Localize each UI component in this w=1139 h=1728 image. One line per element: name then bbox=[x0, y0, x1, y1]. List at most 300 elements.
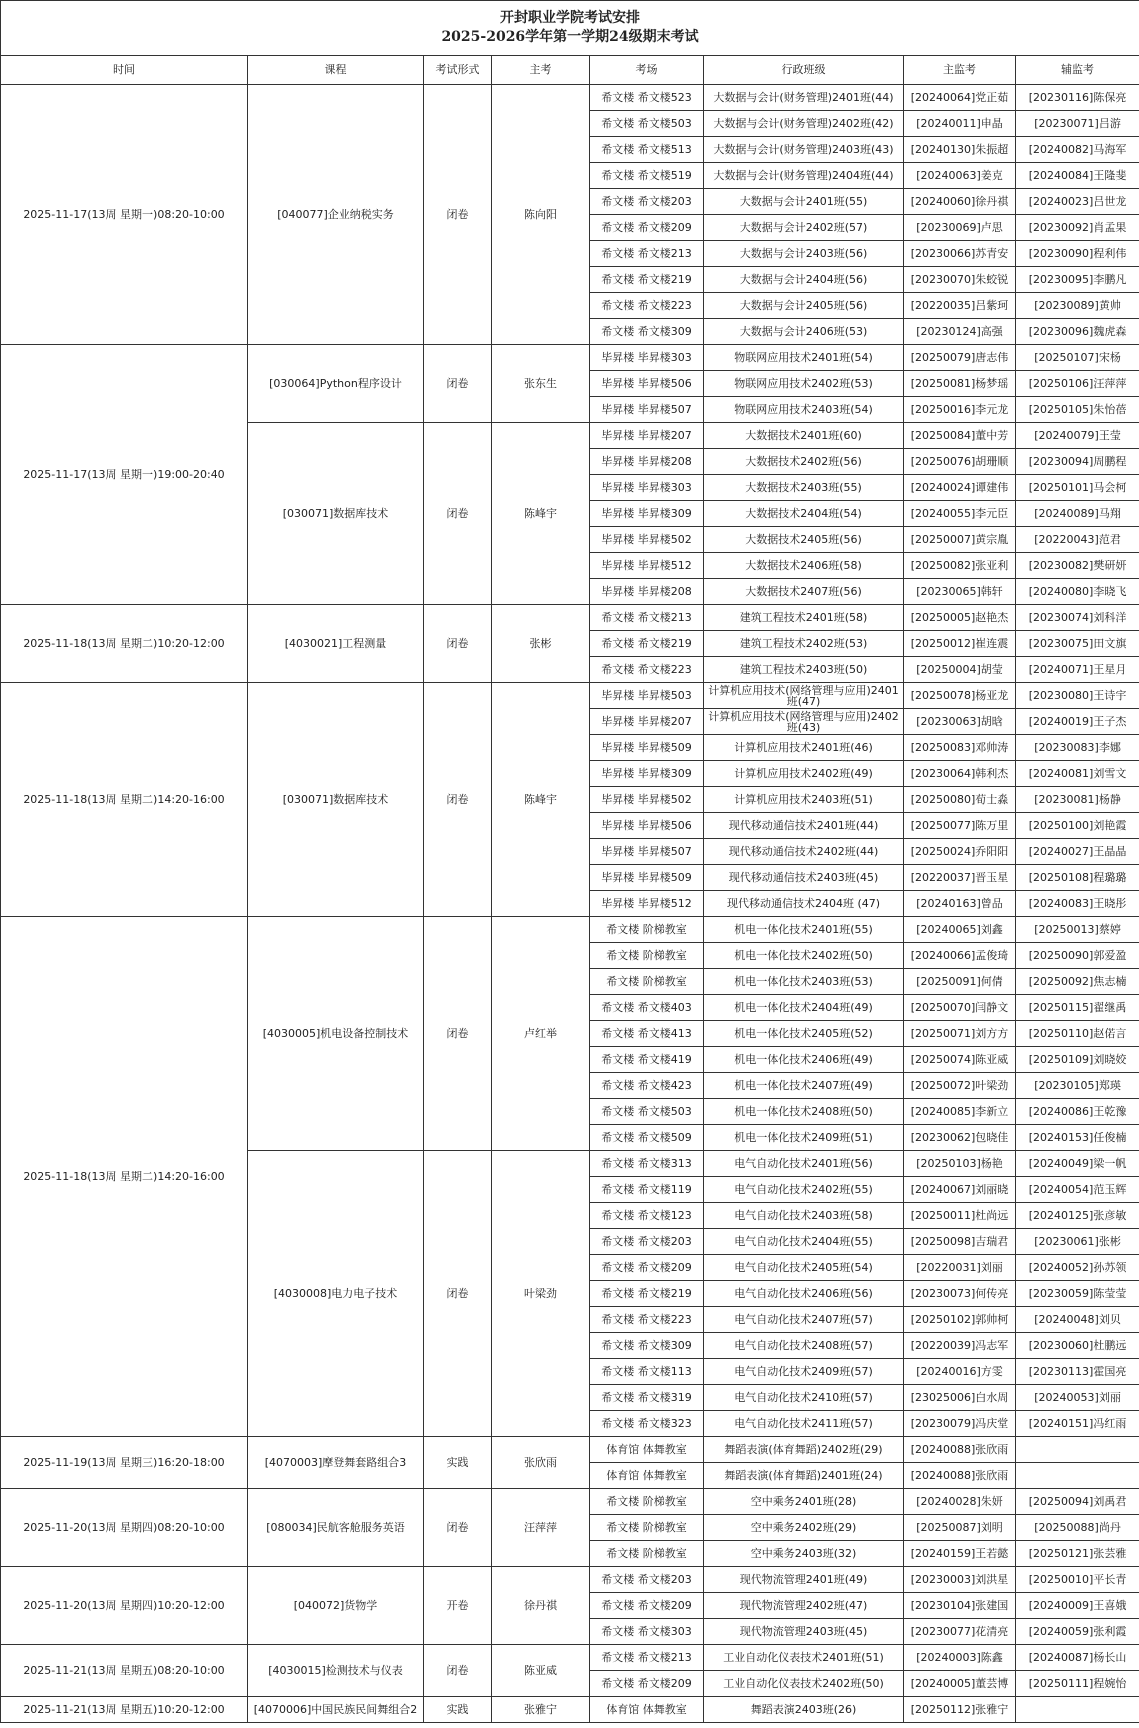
assistant-proctor: [20240080]李晓飞 bbox=[1016, 579, 1139, 605]
chief-proctor: [20250079]唐志伟 bbox=[904, 345, 1016, 371]
assistant-proctor: [20240019]王子杰 bbox=[1016, 709, 1139, 735]
class-name: 空中乘务2403班(32) bbox=[704, 1541, 904, 1567]
exam-form: 实践 bbox=[424, 1437, 492, 1489]
chief-proctor: [20230104]张建国 bbox=[904, 1593, 1016, 1619]
assistant-proctor: [20230083]李娜 bbox=[1016, 735, 1139, 761]
exam-room: 体育馆 体舞教室 bbox=[590, 1697, 704, 1723]
header-exam-form: 考试形式 bbox=[424, 56, 492, 85]
exam-form: 闭卷 bbox=[424, 1645, 492, 1697]
exam-room: 希文楼 希文楼219 bbox=[590, 631, 704, 657]
course-name: [030064]Python程序设计 bbox=[248, 345, 424, 423]
assistant-proctor: [20250100]刘艳霞 bbox=[1016, 813, 1139, 839]
table-row bbox=[1, 1489, 1139, 1515]
chief-proctor: [20250087]刘明 bbox=[904, 1515, 1016, 1541]
header-row bbox=[1, 56, 1139, 85]
course-name: [4030015]检测技术与仪表 bbox=[248, 1645, 424, 1697]
exam-room: 毕昇楼 毕昇楼207 bbox=[590, 709, 704, 735]
chief-proctor: [20250082]张亚利 bbox=[904, 553, 1016, 579]
exam-room: 希文楼 希文楼309 bbox=[590, 319, 704, 345]
class-name: 计算机应用技术2403班(51) bbox=[704, 787, 904, 813]
header-exam-room: 考场 bbox=[590, 56, 704, 85]
exam-room: 毕昇楼 毕昇楼509 bbox=[590, 865, 704, 891]
class-name: 电气自动化技术2408班(57) bbox=[704, 1333, 904, 1359]
assistant-proctor: [20230094]周鹏程 bbox=[1016, 449, 1139, 475]
chief-proctor: [20250070]闫静文 bbox=[904, 995, 1016, 1021]
chief-proctor: [20240005]董芸博 bbox=[904, 1671, 1016, 1697]
header-chief-proctor: 主监考 bbox=[904, 56, 1016, 85]
chief-proctor: [20250102]郭帅柯 bbox=[904, 1307, 1016, 1333]
assistant-proctor: [20230089]黄帅 bbox=[1016, 293, 1139, 319]
assistant-proctor: [20250088]尚丹 bbox=[1016, 1515, 1139, 1541]
exam-room: 体育馆 体舞教室 bbox=[590, 1437, 704, 1463]
course-name: [030071]数据库技术 bbox=[248, 423, 424, 605]
exam-room: 希文楼 希文楼313 bbox=[590, 1151, 704, 1177]
chief-proctor: [20240060]徐丹祺 bbox=[904, 189, 1016, 215]
assistant-proctor: [20230059]陈莹莹 bbox=[1016, 1281, 1139, 1307]
chief-proctor: [20250005]赵艳杰 bbox=[904, 605, 1016, 631]
exam-time: 2025-11-17(13周 星期一)19:00-20:40 bbox=[1, 345, 248, 605]
exam-room: 希文楼 希文楼403 bbox=[590, 995, 704, 1021]
exam-form: 闭卷 bbox=[424, 85, 492, 345]
chief-proctor: [20240130]朱振超 bbox=[904, 137, 1016, 163]
exam-room: 希文楼 希文楼419 bbox=[590, 1047, 704, 1073]
chief-examiner: 张彬 bbox=[492, 605, 590, 683]
assistant-proctor: [20230081]杨静 bbox=[1016, 787, 1139, 813]
assistant-proctor: [20240054]范玉辉 bbox=[1016, 1177, 1139, 1203]
exam-room: 体育馆 体舞教室 bbox=[590, 1463, 704, 1489]
exam-room: 希文楼 希文楼503 bbox=[590, 111, 704, 137]
chief-proctor: [20230064]韩利杰 bbox=[904, 761, 1016, 787]
exam-form: 闭卷 bbox=[424, 605, 492, 683]
class-name: 大数据技术2406班(58) bbox=[704, 553, 904, 579]
assistant-proctor: [20240009]王喜娥 bbox=[1016, 1593, 1139, 1619]
assistant-proctor: [20250094]刘禹君 bbox=[1016, 1489, 1139, 1515]
chief-proctor: [20240063]姜克 bbox=[904, 163, 1016, 189]
chief-proctor: [20230062]包晓佳 bbox=[904, 1125, 1016, 1151]
chief-proctor: [20220035]吕紫珂 bbox=[904, 293, 1016, 319]
assistant-proctor: [20240052]孙苏领 bbox=[1016, 1255, 1139, 1281]
assistant-proctor: [20230096]魏虎森 bbox=[1016, 319, 1139, 345]
chief-proctor: [20240085]李新立 bbox=[904, 1099, 1016, 1125]
assistant-proctor: [20240086]王乾豫 bbox=[1016, 1099, 1139, 1125]
assistant-proctor: [20240089]马翔 bbox=[1016, 501, 1139, 527]
exam-time: 2025-11-18(13周 星期二)14:20-16:00 bbox=[1, 917, 248, 1437]
exam-form: 闭卷 bbox=[424, 917, 492, 1151]
class-name: 现代物流管理2402班(47) bbox=[704, 1593, 904, 1619]
class-name: 机电一体化技术2407班(49) bbox=[704, 1073, 904, 1099]
exam-room: 毕昇楼 毕昇楼207 bbox=[590, 423, 704, 449]
exam-room: 希文楼 希文楼223 bbox=[590, 657, 704, 683]
assistant-proctor: [20230116]陈保亮 bbox=[1016, 85, 1139, 111]
exam-room: 希文楼 希文楼503 bbox=[590, 1099, 704, 1125]
chief-proctor: [20240067]刘丽晓 bbox=[904, 1177, 1016, 1203]
chief-examiner: 卢红举 bbox=[492, 917, 590, 1151]
assistant-proctor: [20230113]霍国亮 bbox=[1016, 1359, 1139, 1385]
assistant-proctor: [20250106]汪萍萍 bbox=[1016, 371, 1139, 397]
table-row bbox=[1, 1697, 1139, 1723]
class-name: 机电一体化技术2409班(51) bbox=[704, 1125, 904, 1151]
class-name: 电气自动化技术2405班(54) bbox=[704, 1255, 904, 1281]
chief-proctor: [20250080]荀士淼 bbox=[904, 787, 1016, 813]
chief-proctor: [20250076]胡珊顺 bbox=[904, 449, 1016, 475]
assistant-proctor: [20240053]刘丽 bbox=[1016, 1385, 1139, 1411]
table-row bbox=[1, 605, 1139, 631]
class-name: 大数据与会计2401班(55) bbox=[704, 189, 904, 215]
course-name: [4030021]工程测量 bbox=[248, 605, 424, 683]
assistant-proctor: [20230061]张彬 bbox=[1016, 1229, 1139, 1255]
exam-room: 毕昇楼 毕昇楼208 bbox=[590, 579, 704, 605]
class-name: 机电一体化技术2402班(50) bbox=[704, 943, 904, 969]
assistant-proctor: [20230080]王诗宇 bbox=[1016, 683, 1139, 709]
class-name: 电气自动化技术2406班(56) bbox=[704, 1281, 904, 1307]
assistant-proctor: [20240082]马海军 bbox=[1016, 137, 1139, 163]
exam-room: 希文楼 阶梯教室 bbox=[590, 969, 704, 995]
exam-room: 毕昇楼 毕昇楼506 bbox=[590, 813, 704, 839]
exam-form: 闭卷 bbox=[424, 1489, 492, 1567]
assistant-proctor: [20250108]程璐璐 bbox=[1016, 865, 1139, 891]
exam-time: 2025-11-19(13周 星期三)16:20-18:00 bbox=[1, 1437, 248, 1489]
assistant-proctor: [20240084]王隆斐 bbox=[1016, 163, 1139, 189]
assistant-proctor: [20230082]樊研妍 bbox=[1016, 553, 1139, 579]
chief-proctor: [20230063]胡晗 bbox=[904, 709, 1016, 735]
chief-proctor: [20250098]吉瑞君 bbox=[904, 1229, 1016, 1255]
class-name: 大数据技术2405班(56) bbox=[704, 527, 904, 553]
assistant-proctor: [20240071]王星月 bbox=[1016, 657, 1139, 683]
assistant-proctor: [20230095]李鹏凡 bbox=[1016, 267, 1139, 293]
exam-room: 毕昇楼 毕昇楼506 bbox=[590, 371, 704, 397]
class-name: 大数据技术2403班(55) bbox=[704, 475, 904, 501]
exam-room: 毕昇楼 毕昇楼512 bbox=[590, 891, 704, 917]
chief-proctor: [20240159]王若懿 bbox=[904, 1541, 1016, 1567]
class-name: 工业自动化仪表技术2401班(51) bbox=[704, 1645, 904, 1671]
class-name: 机电一体化技术2401班(55) bbox=[704, 917, 904, 943]
chief-examiner: 汪萍萍 bbox=[492, 1489, 590, 1567]
exam-room: 希文楼 希文楼113 bbox=[590, 1359, 704, 1385]
course-name: [030071]数据库技术 bbox=[248, 683, 424, 917]
class-name: 现代移动通信技术2403班(45) bbox=[704, 865, 904, 891]
exam-room: 希文楼 希文楼209 bbox=[590, 1671, 704, 1697]
exam-room: 希文楼 希文楼223 bbox=[590, 293, 704, 319]
exam-time: 2025-11-20(13周 星期四)08:20-10:00 bbox=[1, 1489, 248, 1567]
assistant-proctor: [20240125]张彦敏 bbox=[1016, 1203, 1139, 1229]
table-row bbox=[1, 345, 1139, 371]
assistant-proctor: [20250111]程婉怡 bbox=[1016, 1671, 1139, 1697]
exam-time: 2025-11-18(13周 星期二)14:20-16:00 bbox=[1, 683, 248, 917]
class-name: 现代移动通信技术2402班(44) bbox=[704, 839, 904, 865]
chief-proctor: [20250083]邓帅涛 bbox=[904, 735, 1016, 761]
exam-form: 实践 bbox=[424, 1697, 492, 1723]
exam-room: 毕昇楼 毕昇楼309 bbox=[590, 761, 704, 787]
exam-room: 希文楼 希文楼323 bbox=[590, 1411, 704, 1437]
course-name: [080034]民航客舱服务英语 bbox=[248, 1489, 424, 1567]
exam-room: 希文楼 希文楼519 bbox=[590, 163, 704, 189]
class-name: 现代物流管理2403班(45) bbox=[704, 1619, 904, 1645]
exam-room: 希文楼 希文楼219 bbox=[590, 267, 704, 293]
chief-examiner: 陈峰宇 bbox=[492, 683, 590, 917]
assistant-proctor: [20250105]朱怡蓓 bbox=[1016, 397, 1139, 423]
chief-proctor: [20240163]曾品 bbox=[904, 891, 1016, 917]
exam-room: 希文楼 阶梯教室 bbox=[590, 943, 704, 969]
class-name: 机电一体化技术2408班(50) bbox=[704, 1099, 904, 1125]
class-name: 机电一体化技术2406班(49) bbox=[704, 1047, 904, 1073]
class-name: 机电一体化技术2404班(49) bbox=[704, 995, 904, 1021]
exam-room: 毕昇楼 毕昇楼509 bbox=[590, 735, 704, 761]
chief-proctor: [20250004]胡莹 bbox=[904, 657, 1016, 683]
exam-room: 希文楼 希文楼203 bbox=[590, 189, 704, 215]
class-name: 电气自动化技术2403班(58) bbox=[704, 1203, 904, 1229]
exam-room: 毕昇楼 毕昇楼208 bbox=[590, 449, 704, 475]
exam-room: 希文楼 希文楼123 bbox=[590, 1203, 704, 1229]
exam-room: 毕昇楼 毕昇楼512 bbox=[590, 553, 704, 579]
course-name: [4030005]机电设备控制技术 bbox=[248, 917, 424, 1151]
class-name: 物联网应用技术2403班(54) bbox=[704, 397, 904, 423]
class-name: 现代移动通信技术2401班(44) bbox=[704, 813, 904, 839]
assistant-proctor: [20240087]杨长山 bbox=[1016, 1645, 1139, 1671]
exam-room: 希文楼 希文楼119 bbox=[590, 1177, 704, 1203]
chief-proctor: [20230124]高强 bbox=[904, 319, 1016, 345]
exam-room: 希文楼 阶梯教室 bbox=[590, 917, 704, 943]
assistant-proctor: [20240023]吕世龙 bbox=[1016, 189, 1139, 215]
exam-room: 毕昇楼 毕昇楼503 bbox=[590, 683, 704, 709]
chief-examiner: 叶梁劲 bbox=[492, 1151, 590, 1437]
class-name: 大数据与会计(财务管理)2401班(44) bbox=[704, 85, 904, 111]
class-name: 物联网应用技术2402班(53) bbox=[704, 371, 904, 397]
assistant-proctor: [20250092]焦志楠 bbox=[1016, 969, 1139, 995]
header-assistant-proctor: 辅监考 bbox=[1016, 56, 1139, 85]
assistant-proctor: [20230060]杜鹏远 bbox=[1016, 1333, 1139, 1359]
assistant-proctor: [20240081]刘雪文 bbox=[1016, 761, 1139, 787]
class-name: 建筑工程技术2403班(50) bbox=[704, 657, 904, 683]
class-name: 电气自动化技术2401班(56) bbox=[704, 1151, 904, 1177]
exam-room: 希文楼 希文楼303 bbox=[590, 1619, 704, 1645]
assistant-proctor: [20230090]程利伟 bbox=[1016, 241, 1139, 267]
class-name: 现代移动通信技术2404班 (47) bbox=[704, 891, 904, 917]
exam-room: 希文楼 希文楼209 bbox=[590, 1255, 704, 1281]
exam-room: 希文楼 希文楼319 bbox=[590, 1385, 704, 1411]
exam-room: 希文楼 希文楼203 bbox=[590, 1229, 704, 1255]
chief-proctor: [20250077]陈万里 bbox=[904, 813, 1016, 839]
chief-proctor: [20250072]叶梁劲 bbox=[904, 1073, 1016, 1099]
class-name: 建筑工程技术2401班(58) bbox=[704, 605, 904, 631]
exam-time: 2025-11-20(13周 星期四)10:20-12:00 bbox=[1, 1567, 248, 1645]
exam-room: 毕昇楼 毕昇楼507 bbox=[590, 839, 704, 865]
chief-proctor: [20230077]花清亮 bbox=[904, 1619, 1016, 1645]
class-name: 计算机应用技术(网络管理与应用)2402班(43) bbox=[704, 709, 904, 735]
class-name: 大数据与会计(财务管理)2403班(43) bbox=[704, 137, 904, 163]
chief-proctor: [20240028]朱妍 bbox=[904, 1489, 1016, 1515]
assistant-proctor: [20250101]马会柯 bbox=[1016, 475, 1139, 501]
class-name: 计算机应用技术(网络管理与应用)2401班(47) bbox=[704, 683, 904, 709]
exam-room: 希文楼 希文楼513 bbox=[590, 137, 704, 163]
chief-proctor: [20250012]崔连震 bbox=[904, 631, 1016, 657]
class-name: 现代物流管理2401班(49) bbox=[704, 1567, 904, 1593]
assistant-proctor: [20250109]刘晓姣 bbox=[1016, 1047, 1139, 1073]
chief-proctor: [20250084]董中芳 bbox=[904, 423, 1016, 449]
assistant-proctor: [20230074]刘科洋 bbox=[1016, 605, 1139, 631]
chief-proctor: [20240064]党正茹 bbox=[904, 85, 1016, 111]
exam-room: 希文楼 希文楼203 bbox=[590, 1567, 704, 1593]
header-class: 行政班级 bbox=[704, 56, 904, 85]
chief-proctor: [20220037]晋玉星 bbox=[904, 865, 1016, 891]
chief-proctor: [20240024]谭建伟 bbox=[904, 475, 1016, 501]
course-name: [040072]货物学 bbox=[248, 1567, 424, 1645]
assistant-proctor: [20240027]王晶晶 bbox=[1016, 839, 1139, 865]
exam-room: 毕昇楼 毕昇楼303 bbox=[590, 475, 704, 501]
exam-room: 希文楼 希文楼213 bbox=[590, 241, 704, 267]
class-name: 电气自动化技术2411班(57) bbox=[704, 1411, 904, 1437]
assistant-proctor bbox=[1016, 1437, 1139, 1463]
table-row bbox=[1, 683, 1139, 709]
table-row bbox=[1, 1645, 1139, 1671]
exam-room: 毕昇楼 毕昇楼507 bbox=[590, 397, 704, 423]
exam-room: 毕昇楼 毕昇楼502 bbox=[590, 527, 704, 553]
chief-proctor: [20250011]杜尚远 bbox=[904, 1203, 1016, 1229]
exam-room: 希文楼 阶梯教室 bbox=[590, 1541, 704, 1567]
exam-room: 希文楼 阶梯教室 bbox=[590, 1489, 704, 1515]
chief-proctor: [20240055]李元臣 bbox=[904, 501, 1016, 527]
assistant-proctor: [20250010]平长青 bbox=[1016, 1567, 1139, 1593]
chief-examiner: 张东生 bbox=[492, 345, 590, 423]
chief-examiner: 张欣雨 bbox=[492, 1437, 590, 1489]
page-title bbox=[1, 1, 1139, 56]
assistant-proctor: [20230105]郑瑛 bbox=[1016, 1073, 1139, 1099]
class-name: 电气自动化技术2407班(57) bbox=[704, 1307, 904, 1333]
chief-proctor: [20230070]朱蛟锐 bbox=[904, 267, 1016, 293]
course-name: [4030008]电力电子技术 bbox=[248, 1151, 424, 1437]
table-row bbox=[1, 917, 1139, 943]
assistant-proctor: [20240048]刘贝 bbox=[1016, 1307, 1139, 1333]
chief-proctor: [20250091]何倩 bbox=[904, 969, 1016, 995]
class-name: 机电一体化技术2403班(53) bbox=[704, 969, 904, 995]
class-name: 电气自动化技术2410班(57) bbox=[704, 1385, 904, 1411]
chief-proctor: [20230073]何传亮 bbox=[904, 1281, 1016, 1307]
exam-form: 闭卷 bbox=[424, 683, 492, 917]
assistant-proctor bbox=[1016, 1697, 1139, 1723]
assistant-proctor bbox=[1016, 1463, 1139, 1489]
chief-proctor: [20240003]陈鑫 bbox=[904, 1645, 1016, 1671]
exam-room: 希文楼 希文楼423 bbox=[590, 1073, 704, 1099]
class-name: 大数据与会计2402班(57) bbox=[704, 215, 904, 241]
class-name: 大数据与会计2406班(53) bbox=[704, 319, 904, 345]
exam-room: 希文楼 希文楼213 bbox=[590, 605, 704, 631]
class-name: 建筑工程技术2402班(53) bbox=[704, 631, 904, 657]
class-name: 电气自动化技术2409班(57) bbox=[704, 1359, 904, 1385]
chief-proctor: [20250112]张雅宁 bbox=[904, 1697, 1016, 1723]
exam-room: 希文楼 希文楼213 bbox=[590, 1645, 704, 1671]
chief-proctor: [20240065]刘鑫 bbox=[904, 917, 1016, 943]
assistant-proctor: [20240151]冯红雨 bbox=[1016, 1411, 1139, 1437]
class-name: 大数据技术2402班(56) bbox=[704, 449, 904, 475]
exam-form: 开卷 bbox=[424, 1567, 492, 1645]
chief-proctor: [20250071]刘方方 bbox=[904, 1021, 1016, 1047]
assistant-proctor: [20250110]赵偌言 bbox=[1016, 1021, 1139, 1047]
class-name: 计算机应用技术2401班(46) bbox=[704, 735, 904, 761]
class-name: 舞蹈表演(体育舞蹈)2402班(29) bbox=[704, 1437, 904, 1463]
course-name: [4070003]摩登舞套路组合3 bbox=[248, 1437, 424, 1489]
course-name: [040077]企业纳税实务 bbox=[248, 85, 424, 345]
class-name: 计算机应用技术2402班(49) bbox=[704, 761, 904, 787]
class-name: 空中乘务2402班(29) bbox=[704, 1515, 904, 1541]
chief-proctor: [20250081]杨梦瑶 bbox=[904, 371, 1016, 397]
chief-proctor: [20230069]卢思 bbox=[904, 215, 1016, 241]
chief-proctor: [20230079]冯庆堂 bbox=[904, 1411, 1016, 1437]
chief-examiner: 陈向阳 bbox=[492, 85, 590, 345]
class-name: 机电一体化技术2405班(52) bbox=[704, 1021, 904, 1047]
exam-time: 2025-11-21(13周 星期五)08:20-10:00 bbox=[1, 1645, 248, 1697]
class-name: 电气自动化技术2404班(55) bbox=[704, 1229, 904, 1255]
chief-proctor: [20250078]杨亚龙 bbox=[904, 683, 1016, 709]
header-chief-examiner: 主考 bbox=[492, 56, 590, 85]
exam-room: 毕昇楼 毕昇楼309 bbox=[590, 501, 704, 527]
exam-room: 希文楼 阶梯教室 bbox=[590, 1515, 704, 1541]
class-name: 大数据与会计2403班(56) bbox=[704, 241, 904, 267]
chief-proctor: [23025006]白水周 bbox=[904, 1385, 1016, 1411]
assistant-proctor: [20230071]吕游 bbox=[1016, 111, 1139, 137]
exam-room: 毕昇楼 毕昇楼502 bbox=[590, 787, 704, 813]
assistant-proctor: [20230092]肖孟果 bbox=[1016, 215, 1139, 241]
table-row bbox=[1, 1437, 1139, 1463]
exam-form: 闭卷 bbox=[424, 1151, 492, 1437]
chief-proctor: [20220031]刘丽 bbox=[904, 1255, 1016, 1281]
chief-proctor: [20250074]陈亚威 bbox=[904, 1047, 1016, 1073]
exam-room: 希文楼 希文楼309 bbox=[590, 1333, 704, 1359]
exam-room: 希文楼 希文楼209 bbox=[590, 1593, 704, 1619]
header-course: 课程 bbox=[248, 56, 424, 85]
table-row bbox=[1, 85, 1139, 111]
chief-proctor: [20230066]苏青安 bbox=[904, 241, 1016, 267]
exam-room: 希文楼 希文楼509 bbox=[590, 1125, 704, 1151]
class-name: 大数据与会计(财务管理)2402班(42) bbox=[704, 111, 904, 137]
exam-room: 希文楼 希文楼413 bbox=[590, 1021, 704, 1047]
chief-proctor: [20250024]乔阳阳 bbox=[904, 839, 1016, 865]
chief-proctor: [20230003]刘洪星 bbox=[904, 1567, 1016, 1593]
assistant-proctor: [20250115]翟继禹 bbox=[1016, 995, 1139, 1021]
assistant-proctor: [20250013]蔡婷 bbox=[1016, 917, 1139, 943]
table-row bbox=[1, 1567, 1139, 1593]
class-name: 电气自动化技术2402班(55) bbox=[704, 1177, 904, 1203]
chief-proctor: [20220039]冯志军 bbox=[904, 1333, 1016, 1359]
exam-form: 闭卷 bbox=[424, 423, 492, 605]
assistant-proctor: [20240079]王莹 bbox=[1016, 423, 1139, 449]
header-time: 时间 bbox=[1, 56, 248, 85]
exam-form: 闭卷 bbox=[424, 345, 492, 423]
class-name: 大数据与会计2405班(56) bbox=[704, 293, 904, 319]
chief-proctor: [20250016]李元龙 bbox=[904, 397, 1016, 423]
exam-room: 希文楼 希文楼209 bbox=[590, 215, 704, 241]
chief-proctor: [20240016]方雯 bbox=[904, 1359, 1016, 1385]
exam-time: 2025-11-17(13周 星期一)08:20-10:00 bbox=[1, 85, 248, 345]
exam-room: 希文楼 希文楼523 bbox=[590, 85, 704, 111]
class-name: 物联网应用技术2401班(54) bbox=[704, 345, 904, 371]
class-name: 空中乘务2401班(28) bbox=[704, 1489, 904, 1515]
chief-proctor: [20250007]黄宗胤 bbox=[904, 527, 1016, 553]
title-school: 开封职业学院考试安排 bbox=[500, 10, 641, 26]
chief-proctor: [20250103]杨艳 bbox=[904, 1151, 1016, 1177]
chief-examiner: 徐丹祺 bbox=[492, 1567, 590, 1645]
exam-room: 希文楼 希文楼223 bbox=[590, 1307, 704, 1333]
assistant-proctor: [20240049]梁一帆 bbox=[1016, 1151, 1139, 1177]
chief-proctor: [20240011]申晶 bbox=[904, 111, 1016, 137]
class-name: 大数据与会计2404班(56) bbox=[704, 267, 904, 293]
class-name: 大数据技术2407班(56) bbox=[704, 579, 904, 605]
chief-examiner: 陈峰宇 bbox=[492, 423, 590, 605]
assistant-proctor: [20230075]田文旗 bbox=[1016, 631, 1139, 657]
assistant-proctor: [20240153]任俊楠 bbox=[1016, 1125, 1139, 1151]
exam-time: 2025-11-21(13周 星期五)10:20-12:00 bbox=[1, 1697, 248, 1723]
course-name: [4070006]中国民族民间舞组合2 bbox=[248, 1697, 424, 1723]
class-name: 舞蹈表演(体育舞蹈)2401班(24) bbox=[704, 1463, 904, 1489]
chief-examiner: 张雅宁 bbox=[492, 1697, 590, 1723]
